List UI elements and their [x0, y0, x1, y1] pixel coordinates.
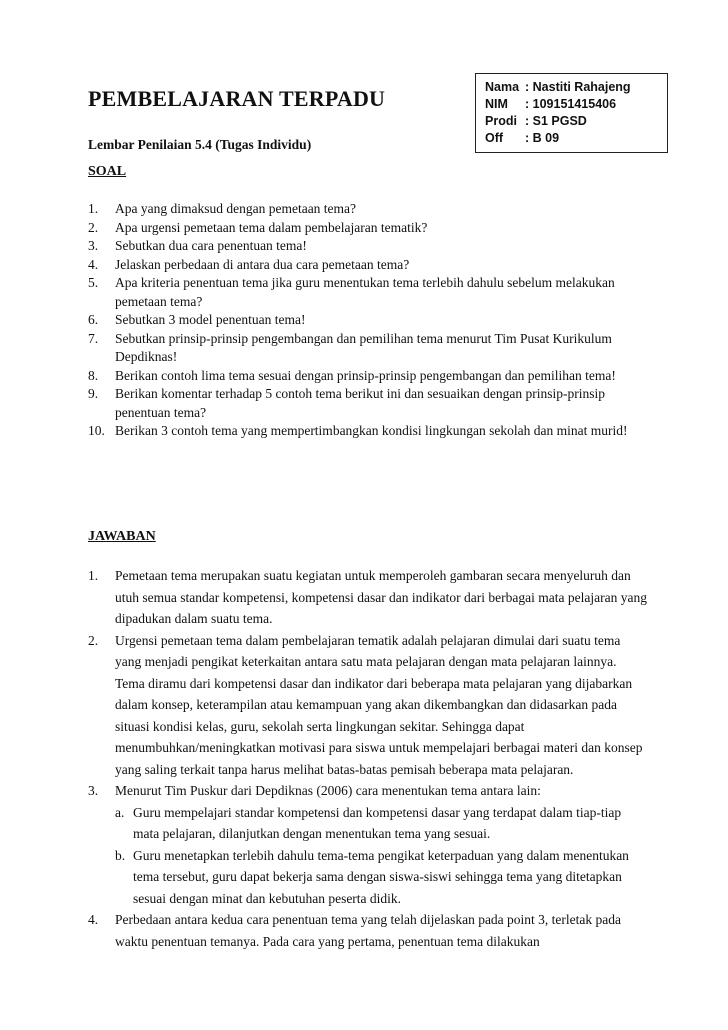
prodi-row	[485, 113, 667, 130]
soal-item-text: Apa yang dimaksud dengan pemetaan tema?	[115, 201, 357, 216]
off-label: Off	[485, 131, 504, 145]
soal-item	[88, 385, 648, 422]
jawaban-subitem-text: Guru mempelajari standar kompetensi dan kompetensi dasar yang terdapat dalam tiap-tiap mata pelajaran, dilanjutkan dengan menentukan tema yang sesuai.	[133, 804, 622, 841]
soal-item-text: Apa urgensi pemetaan tema dalam pembelajaran tematik?	[115, 219, 428, 235]
jawaban-item-text: Urgensi pemetaan tema dalam pembelajaran tematik adalah pelajaran dimulai dari suatu tema yang menjadi pengikat keterkaitan antara satu mata pelajaran dengan mata pelajaran lainnya. Tema diramu dari kompetensi dasar dan indikator dari beberapa mata pelajaran yang dijabarkan dalam konsep, keterampilan atau kemampuan yang akan dikembangkan dan didasarkan pada situasi kondisi kelas, guru, sekolah serta lingkungan sekitar. Sehingga dapat menumbuhkan/meningkatkan motivasi para siswa untuk mempelajari berbagai materi dan konsep yang saling terkait tanpa harus melihat batas-batas pemisah beberapa mata pelajaran.	[115, 632, 643, 777]
nama-label: Nama	[485, 80, 520, 94]
nim-label: NIM	[485, 97, 508, 111]
jawaban-item	[88, 780, 648, 909]
soal-heading: SOAL	[88, 164, 127, 179]
soal-item-text: Apa kriteria penentuan tema jika guru menentukan tema terlebih dahulu sebelum melakukan pemetaan tema?	[115, 275, 615, 309]
soal-list	[88, 200, 648, 441]
jawaban-subitem-letter: b.	[115, 847, 126, 863]
off-value: : B 09	[525, 131, 560, 145]
jawaban-item-text: Menurut Tim Puskur dari Depdiknas (2006) cara menentukan tema antara lain:	[115, 783, 541, 798]
jawaban-item	[88, 630, 648, 781]
prodi-value: : S1 PGSD	[525, 114, 587, 128]
jawaban-heading: JAWABAN	[88, 529, 156, 544]
off-row	[485, 130, 667, 147]
jawaban-item	[88, 909, 648, 952]
jawaban-item-number: 1.	[88, 568, 99, 583]
soal-item	[88, 311, 648, 330]
document-title: PEMBELAJARAN TERPADU	[88, 86, 386, 111]
jawaban-item-text: Pemetaan tema merupakan suatu kegiatan untuk memperoleh gambaran secara menyeluruh dan utuh semua standar kompetensi, kompetensi dasar dan indikator dari berbagai mata pelajaran yang dipadukan dalam suatu tema.	[115, 568, 647, 626]
soal-item-number: 5.	[88, 275, 99, 290]
document-subtitle: Lembar Penilaian 5.4 (Tugas Individu)	[88, 137, 312, 152]
prodi-label: Prodi	[485, 114, 517, 128]
student-info-box	[475, 73, 668, 153]
jawaban-item-number: 2.	[88, 632, 99, 648]
soal-item-text: Berikan 3 contoh tema yang mempertimbangkan kondisi lingkungan sekolah dan minat murid!	[115, 423, 628, 438]
jawaban-item-number: 4.	[88, 912, 99, 927]
soal-item	[88, 422, 648, 441]
soal-item-number: 7.	[88, 330, 99, 346]
soal-item	[88, 367, 648, 386]
soal-item-number: 4.	[88, 256, 99, 272]
jawaban-subitem-letter: a.	[115, 804, 125, 820]
soal-item	[88, 200, 648, 219]
soal-item-text: Sebutkan 3 model penentuan tema!	[115, 312, 306, 327]
jawaban-item-text: Perbedaan antara kedua cara penentuan tema yang telah dijelaskan pada point 3, terletak pada waktu penentuan temanya. Pada cara yang pertama, penentuan tema dilakukan	[115, 912, 622, 949]
soal-item	[88, 256, 648, 275]
soal-item-number: 1.	[88, 201, 99, 216]
soal-item	[88, 237, 648, 256]
soal-item	[88, 274, 648, 311]
soal-item	[88, 330, 648, 367]
jawaban-subitem	[115, 802, 648, 845]
nama-value: : Nastiti Rahajeng	[525, 80, 631, 94]
jawaban-subitem	[115, 845, 648, 910]
jawaban-subitem-text: Guru menetapkan terlebih dahulu tema-tema pengikat keterpaduan yang dalam menentukan tema tersebut, guru dapat bekerja sama dengan siswa-siswi sehingga tema yang ditetapkan sesuai dengan minat dan kebutuhan peserta didik.	[133, 847, 629, 906]
nama-row	[485, 79, 667, 96]
soal-item-text: Berikan contoh lima tema sesuai dengan prinsip-prinsip pengembangan dan pemilihan tema!	[115, 367, 616, 383]
jawaban-sublist	[115, 802, 648, 910]
soal-item-number: 2.	[88, 219, 99, 235]
soal-item-text: Sebutkan prinsip-prinsip pengembangan dan pemilihan tema menurut Tim Pusat Kurikulum Depdiknas!	[115, 330, 612, 364]
jawaban-item	[88, 565, 648, 630]
jawaban-list	[88, 565, 648, 952]
soal-item	[88, 219, 648, 238]
soal-item-text: Jelaskan perbedaan di antara dua cara pemetaan tema?	[115, 256, 410, 272]
nim-value: : 109151415406	[525, 97, 617, 111]
jawaban-item-number: 3.	[88, 783, 99, 798]
soal-item-number: 6.	[88, 312, 99, 327]
nim-row	[485, 96, 667, 113]
soal-item-number: 8.	[88, 367, 99, 383]
soal-item-number: 10.	[88, 423, 105, 438]
soal-item-number: 3.	[88, 238, 99, 253]
soal-item-number: 9.	[88, 386, 99, 401]
soal-item-text: Berikan komentar terhadap 5 contoh tema berikut ini dan sesuaikan dengan prinsip-prinsip penentuan tema?	[115, 386, 605, 420]
soal-item-text: Sebutkan dua cara penentuan tema!	[115, 238, 307, 253]
